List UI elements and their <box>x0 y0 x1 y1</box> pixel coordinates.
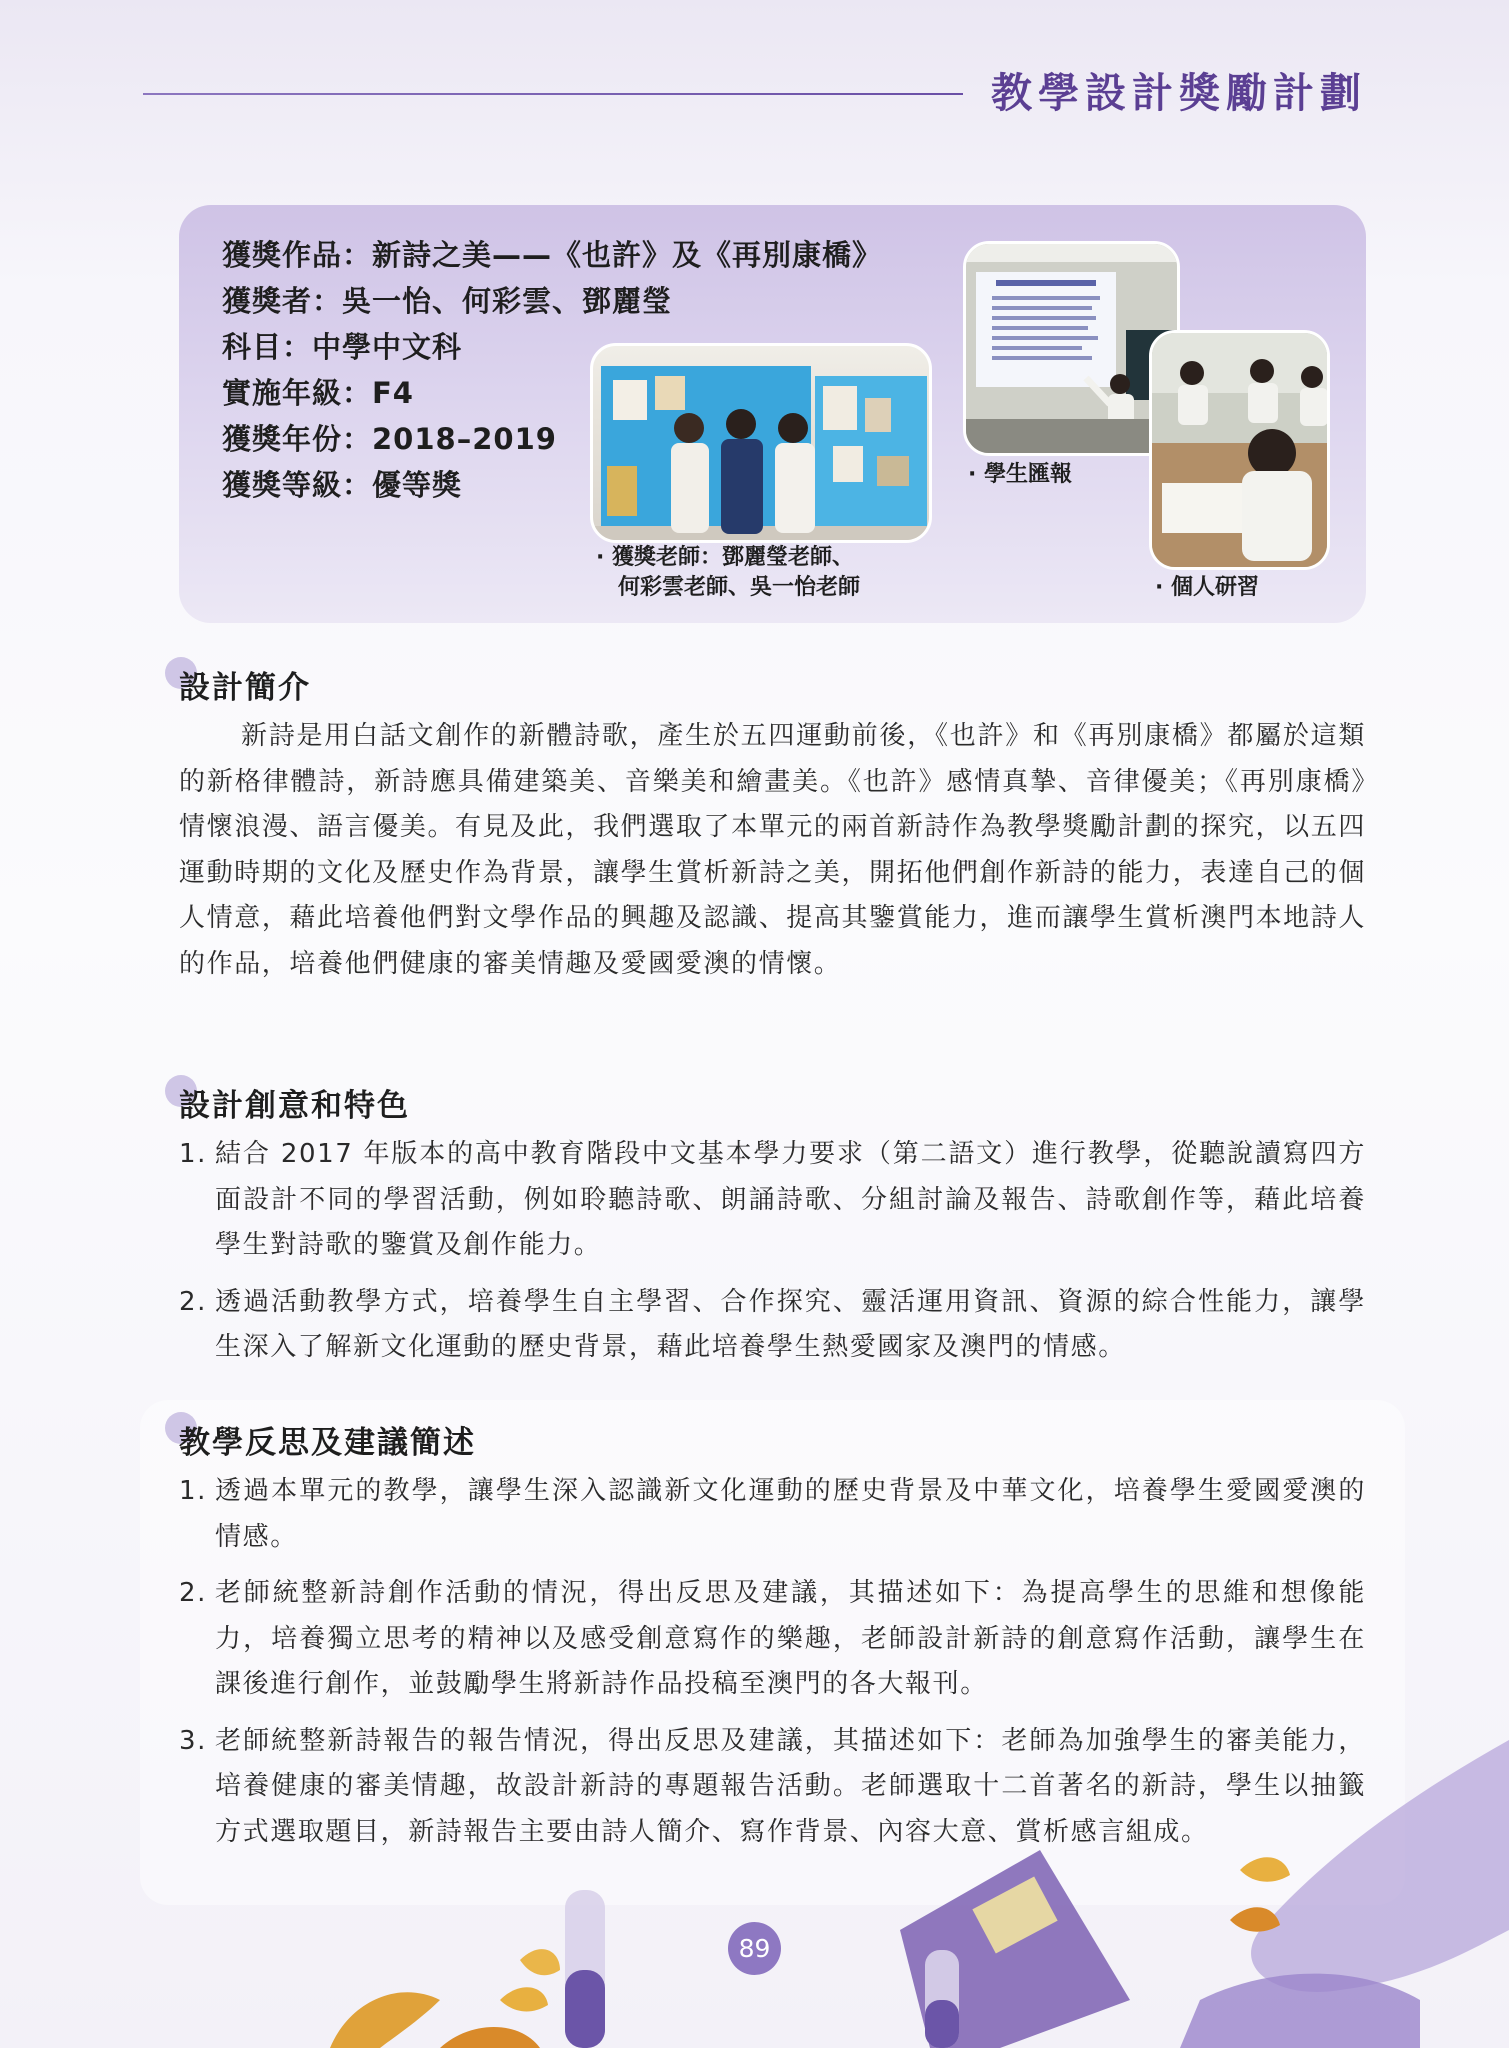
page-number-badge: 89 <box>728 1922 781 1975</box>
section-title-reflection: 教學反思及建議簡述 <box>179 1425 476 1461</box>
award-work-title: 獲獎作品：新詩之美——《也許》及《再別康橋》 <box>222 238 883 272</box>
list-item: 2. 老師統整新詩創作活動的情況，得出反思及建議，其描述如下：為提高學生的思維和想像能力，培養獨立思考的精神以及感受創意寫作的樂趣，老師設計新詩的創意寫作活動，讓學生在課後進行創作，並鼓勵學生將新詩作品投稿至澳門的各大報刊。 <box>179 1578 1366 1699</box>
intro-paragraph: 新詩是用白話文創作的新體詩歌，產生於五四運動前後，《也許》和《再別康橋》都屬於這類的新格律體詩，新詩應具備建築美、音樂美和繪畫美。《也許》感情真摯、音律優美；《再別康橋》情懷浪漫、語言優美。有見及此，我們選取了本單元的兩首新詩作為教學獎勵計劃的探究，以五四運動時期的文化及歷史作為背景，讓學生賞析新詩之美，開拓他們創作新詩的能力，表達自己的個人情意，藉此培養他們對文學作品的興趣及認識、提高其鑒賞能力，進而讓學生賞析澳門本地詩人的作品，培養他們健康的審美情趣及愛國愛澳的情懷。 <box>179 721 1366 979</box>
award-winners: 獲獎者：吳一怡、何彩雲、鄧麗瑩 <box>222 284 673 318</box>
caption-award-teachers: · 獲獎老師：鄧麗瑩老師、 何彩雲老師、吳一怡老師 <box>596 545 861 600</box>
list-item: 2. 透過活動教學方式，培養學生自主學習、合作探究、靈活運用資訊、資源的綜合性能力，讓學生深入了解新文化運動的歷史背景，藉此培養學生熱愛國家及澳門的情感。 <box>179 1286 1366 1362</box>
section-design-intro <box>179 666 1366 987</box>
caption-student-presentation: · 學生匯報 <box>968 462 1073 487</box>
header-rule <box>143 93 963 95</box>
list-item: 1. 結合 2017 年版本的高中教育階段中文基本學力要求（第二語文）進行教學，從聽說讀寫四方面設計不同的學習活動，例如聆聽詩歌、朗誦詩歌、分組討論及報告、詩歌創作等，藉此培養學生對詩歌的鑒賞及創作能力。 <box>179 1139 1366 1260</box>
award-grade-level: 實施年級：F4 <box>222 376 414 410</box>
list-item: 1. 透過本單元的教學，讓學生深入認識新文化運動的歷史背景及中華文化，培養學生愛國愛澳的情感。 <box>179 1476 1366 1552</box>
page-header-title: 教學設計獎勵計劃 <box>991 69 1367 117</box>
decorative-school-illustration <box>0 1700 1509 2048</box>
award-rank: 獲獎等級：優等獎 <box>222 468 463 502</box>
photo-student-presentation <box>963 241 1180 456</box>
section-title-features: 設計創意和特色 <box>179 1088 410 1124</box>
section-design-features <box>179 1084 1366 1382</box>
photo-individual-study <box>1149 330 1330 570</box>
features-list <box>179 1132 1366 1371</box>
award-subject: 科目：中學中文科 <box>222 330 463 364</box>
award-year: 獲獎年份：2018–2019 <box>222 422 557 456</box>
caption-individual-study: · 個人研習 <box>1155 575 1260 600</box>
section-title-intro: 設計簡介 <box>179 670 311 706</box>
list-item: 3. 老師統整新詩報告的報告情況，得出反思及建議，其描述如下：老師為加強學生的審美能力，培養健康的審美情趣，故設計新詩的專題報告活動。老師選取十二首著名的新詩，學生以抽籤方式選取題目，新詩報告主要由詩人簡介、寫作背景、內容大意、賞析感言組成。 <box>179 1725 1366 1847</box>
photo-award-teachers <box>590 343 932 543</box>
